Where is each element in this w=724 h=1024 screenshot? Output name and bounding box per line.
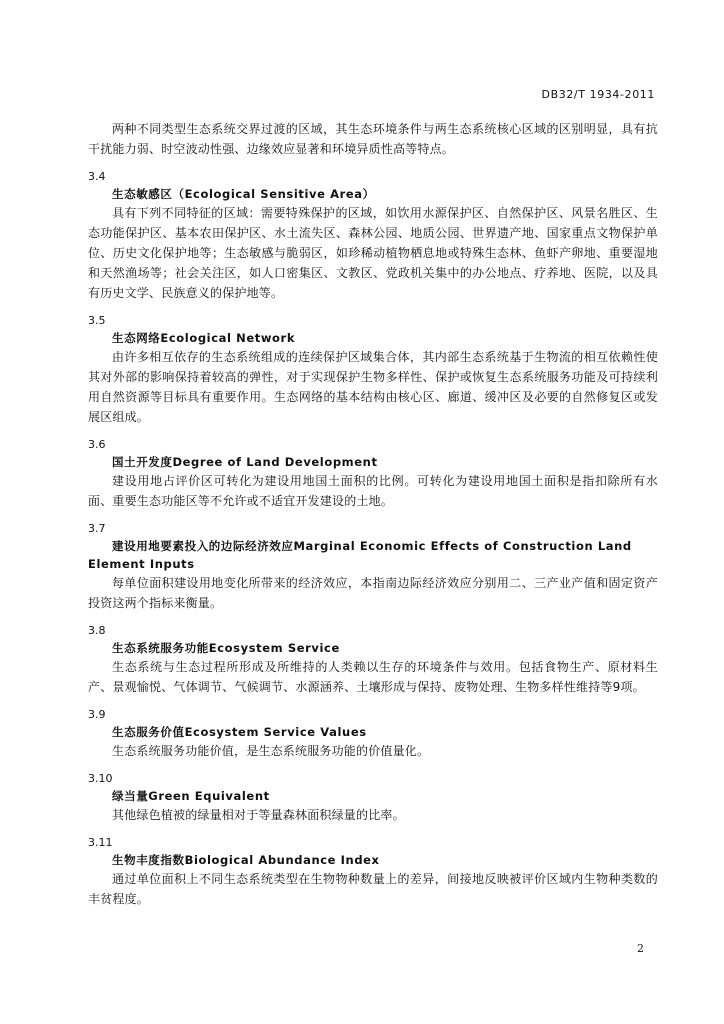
section-number: 3.4 (88, 170, 106, 183)
intro-paragraph: 两种不同类型生态系统交界过渡的区域，其生态环境条件与两生态系统核心区域的区别明显，具有抗干扰能力弱、时空波动性强、边缘效应显著和环境异质性高等特点。 (88, 122, 658, 156)
standard-number-header: DB32/T 1934-2011 (541, 88, 655, 101)
section-3-5 (88, 312, 658, 427)
section-number: 3.8 (88, 624, 106, 637)
section-definition: 由许多相互依存的生态系统组成的连续保护区域集合体，其内部生态系统基于生物流的相互依赖性使其对外部的影响保持着较高的弹性，对于实现保护生物多样性、保护或恢复生态系统服务功能及可持续利用自然资源等目标具有重要作用。生态网络的基本结构由核心区、廊道、缓冲区及必要的自然修复区或发展区组成。 (88, 350, 658, 424)
section-definition: 具有下列不同特征的区域：需要特殊保护的区域，如饮用水源保护区、自然保护区、风景名胜区、生态功能保护区、基本农田保护区、水土流失区、森林公园、地质公园、世界遗产地、国家重点文物保护单位、历史文化保护地等；生态敏感与脆弱区，如珍稀动植物栖息地或特殊生态林、鱼虾产卵地、重要湿地和天然渔场等；社会关注区，如人口密集区、文教区、党政机关集中的办公地点、疗养地、医院，以及具有历史文学、民族意义的保护地等。 (88, 206, 658, 300)
section-number: 3.5 (88, 314, 106, 327)
section-definition: 通过单位面积上不同生态系统类型在生物物种数量上的差异，间接地反映被评价区域内生物种类数的丰贫程度。 (88, 872, 658, 906)
section-definition: 生态系统服务功能价值，是生态系统服务功能的价值量化。 (112, 744, 430, 758)
section-3-7 (88, 520, 658, 613)
page-number: 2 (637, 942, 644, 955)
section-number: 3.7 (88, 522, 106, 535)
section-definition: 每单位面积建设用地变化所带来的经济效应，本指南边际经济效应分别用二、三产业产值和固定资产投资这两个指标来衡量。 (88, 576, 658, 610)
section-term: 生态系统服务功能Ecosystem Service (112, 641, 340, 655)
section-number: 3.10 (88, 772, 113, 785)
section-3-10 (88, 770, 658, 825)
page-content (88, 119, 658, 909)
section-3-6 (88, 436, 658, 511)
section-3-4 (88, 168, 658, 303)
section-term: 国土开发度Degree of Land Development (112, 455, 378, 469)
section-term: 建设用地要素投入的边际经济效应Marginal Economic Effects of Construction Land Element Inputs (88, 539, 632, 571)
section-term: 生物丰度指数Biological Abundance Index (112, 853, 380, 867)
section-3-8 (88, 622, 658, 697)
section-term: 生态网络Ecological Network (112, 331, 296, 345)
section-definition: 其他绿色植被的绿量相对于等量森林面积绿量的比率。 (112, 808, 405, 822)
section-number: 3.6 (88, 438, 106, 451)
section-number: 3.9 (88, 708, 106, 721)
section-3-9 (88, 706, 658, 761)
section-definition: 生态系统与生态过程所形成及所维持的人类赖以生存的环境条件与效用。包括食物生产、原材料生产、景观愉悦、气体调节、气候调节、水源涵养、土壤形成与保持、废物处理、生物多样性维持等9项。 (88, 660, 658, 694)
section-number: 3.11 (88, 836, 113, 849)
section-term: 绿当量Green Equivalent (112, 789, 270, 803)
section-term: 生态服务价值Ecosystem Service Values (112, 725, 367, 739)
section-term: 生态敏感区（Ecological Sensitive Area） (112, 187, 375, 201)
section-3-11 (88, 834, 658, 909)
section-definition: 建设用地占评价区可转化为建设用地国土面积的比例。可转化为建设用地国土面积是指扣除所有水面、重要生态功能区等不允许或不适宜开发建设的土地。 (88, 474, 658, 508)
